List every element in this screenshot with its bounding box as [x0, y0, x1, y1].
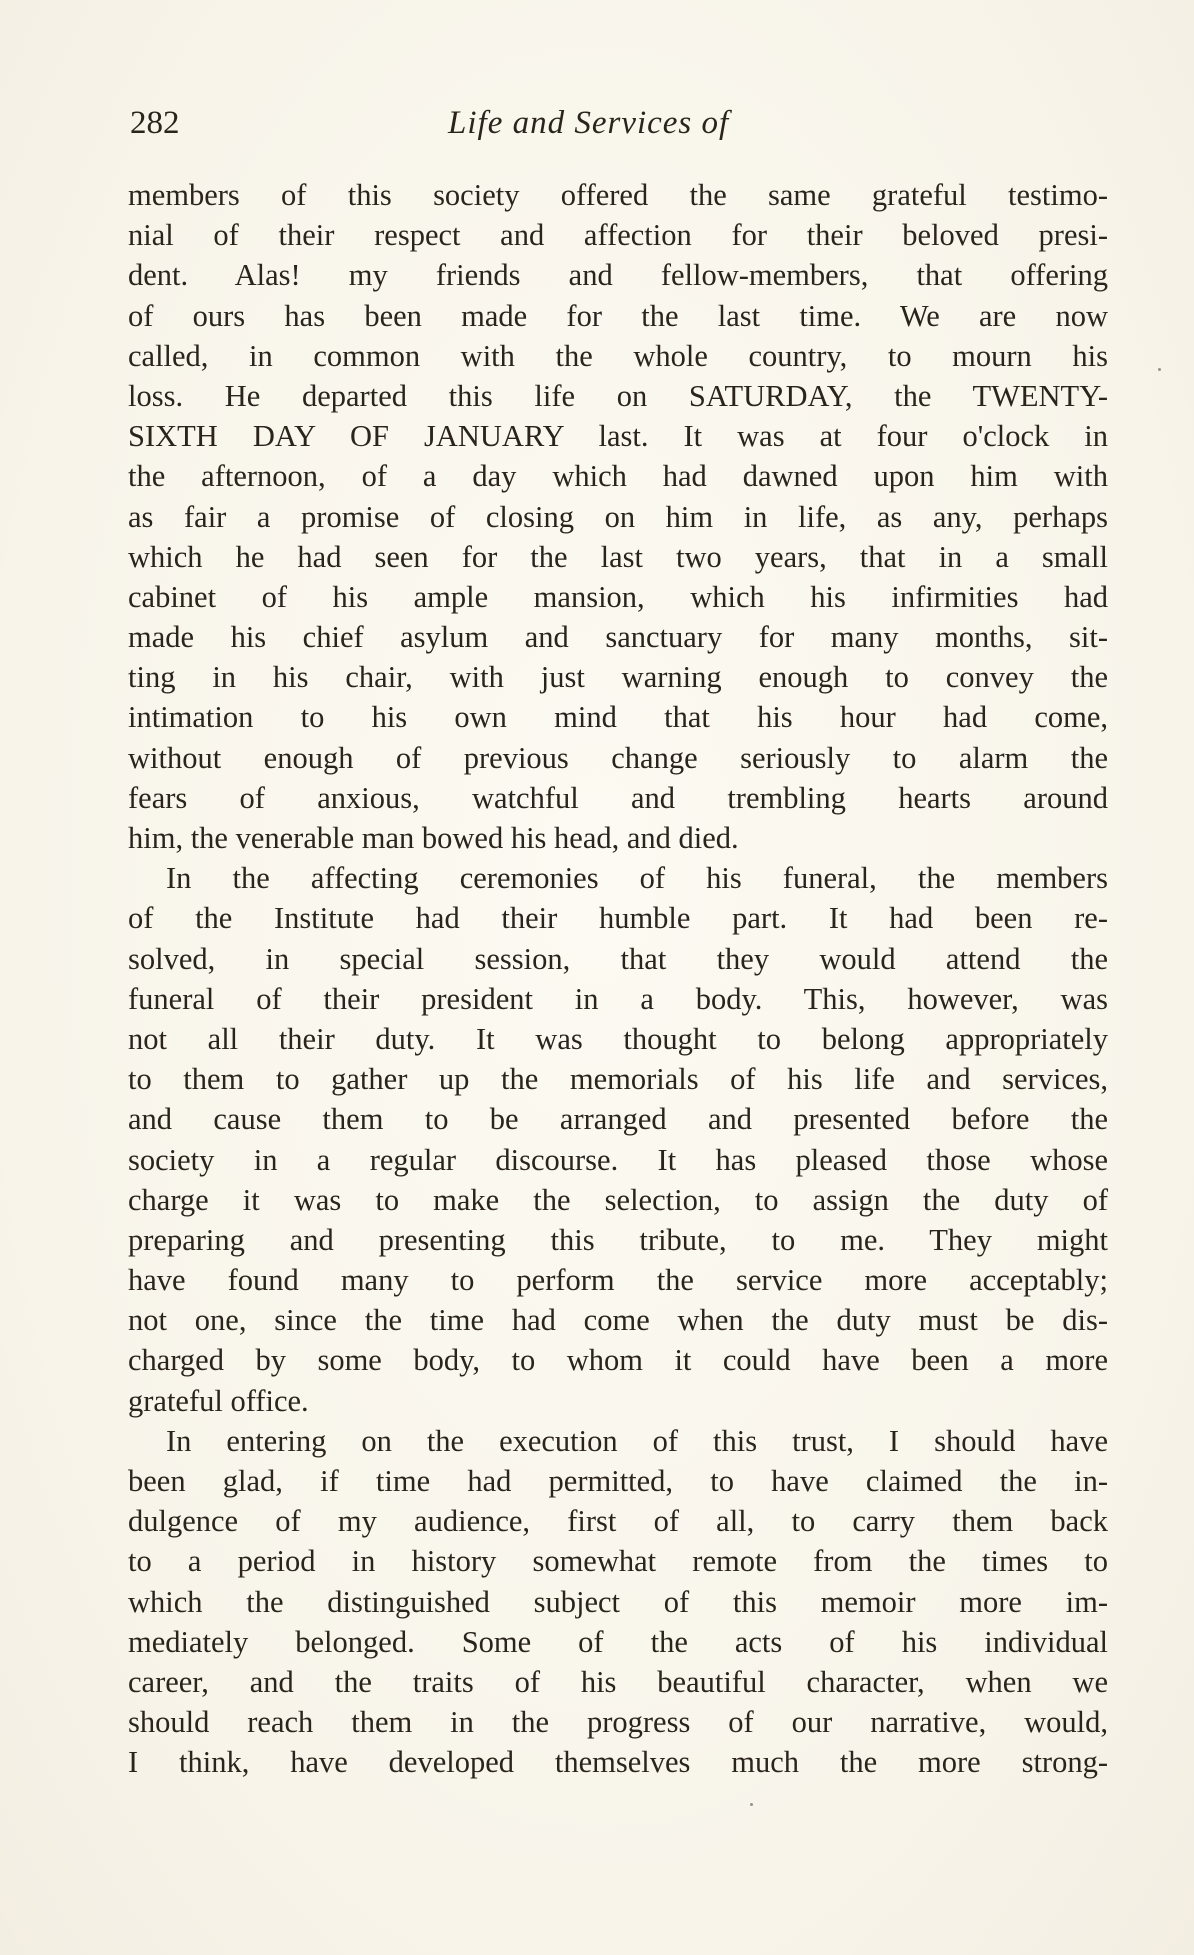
text-line: dent. Alas! my friends and fellow-members, that offering [128, 258, 1108, 293]
text-line: to them to gather up the memorials of his life and services, [128, 1062, 1108, 1097]
text-line: preparing and presenting this tribute, to me. They might [128, 1222, 1108, 1257]
text-line: should reach them in the progress of our narrative, would, [128, 1705, 1108, 1740]
text-line: dulgence of my audience, first of all, to carry them back [128, 1504, 1108, 1539]
text-line: not one, since the time had come when the duty must be dis- [128, 1303, 1108, 1338]
text-line: not all their duty. It was thought to belong appropriately [128, 1021, 1108, 1056]
text-line: cabinet of his ample mansion, which his infirmities had [128, 579, 1108, 614]
text-line: charged by some body, to whom it could have been a more [128, 1343, 1108, 1378]
paragraph-start-line: In the affecting ceremonies of his funeral, the members [166, 861, 1108, 896]
text-line: and cause them to be arranged and presented before the [128, 1102, 1108, 1137]
paragraph-start-line: In entering on the execution of this trust, I should have [166, 1423, 1108, 1458]
text-line: career, and the traits of his beautiful character, when we [128, 1664, 1108, 1699]
text-line: mediately belonged. Some of the acts of his individual [128, 1624, 1108, 1659]
text-line: of the Institute had their humble part. It had been re- [128, 901, 1108, 936]
text-line: which he had seen for the last two years, that in a small [128, 539, 1108, 574]
text-line: SIXTH DAY OF JANUARY last. It was at four o'clock in [128, 419, 1108, 454]
text-line: have found many to perform the service more acceptably; [128, 1263, 1108, 1298]
running-head [130, 98, 1100, 148]
text-line: funeral of their president in a body. This, however, was [128, 981, 1108, 1016]
text-line: which the distinguished subject of this memoir more im- [128, 1584, 1108, 1619]
text-line: of ours has been made for the last time. We are now [128, 298, 1108, 333]
text-line: charge it was to make the selection, to assign the duty of [128, 1182, 1108, 1217]
paper-speck [750, 1803, 753, 1806]
text-line: nial of their respect and affection for their beloved presi- [128, 218, 1108, 253]
text-line: grateful office. [128, 1383, 309, 1418]
text-line: members of this society offered the same grateful testimo- [128, 178, 1108, 212]
text-line: I think, have developed themselves much the more strong- [128, 1745, 1108, 1780]
text-line: him, the venerable man bowed his head, and died. [128, 821, 739, 855]
text-line: without enough of previous change seriously to alarm the [128, 740, 1108, 775]
text-line: society in a regular discourse. It has pleased those whose [128, 1142, 1108, 1177]
text-line: as fair a promise of closing on him in life, as any, perhaps [128, 499, 1108, 534]
text-line: been glad, if time had permitted, to have claimed the in- [128, 1464, 1108, 1498]
text-line: solved, in special session, that they would attend the [128, 941, 1108, 976]
page-number: 282 [130, 105, 180, 141]
text-line: fears of anxious, watchful and trembling hearts around [128, 780, 1108, 815]
text-line: called, in common with the whole country, to mourn his [128, 338, 1108, 373]
body-text [128, 175, 1108, 1783]
text-line: to a period in history somewhat remote from the times to [128, 1544, 1108, 1579]
running-title: Life and Services of [448, 105, 730, 141]
text-line: made his chief asylum and sanctuary for many months, sit- [128, 620, 1108, 655]
text-line: intimation to his own mind that his hour had come, [128, 700, 1108, 735]
text-line: ting in his chair, with just warning enough to convey the [128, 660, 1108, 695]
text-line: loss. He departed this life on SATURDAY, the TWENTY- [128, 378, 1108, 413]
paper-speck [1158, 368, 1161, 371]
text-line: the afternoon, of a day which had dawned upon him with [128, 459, 1108, 494]
